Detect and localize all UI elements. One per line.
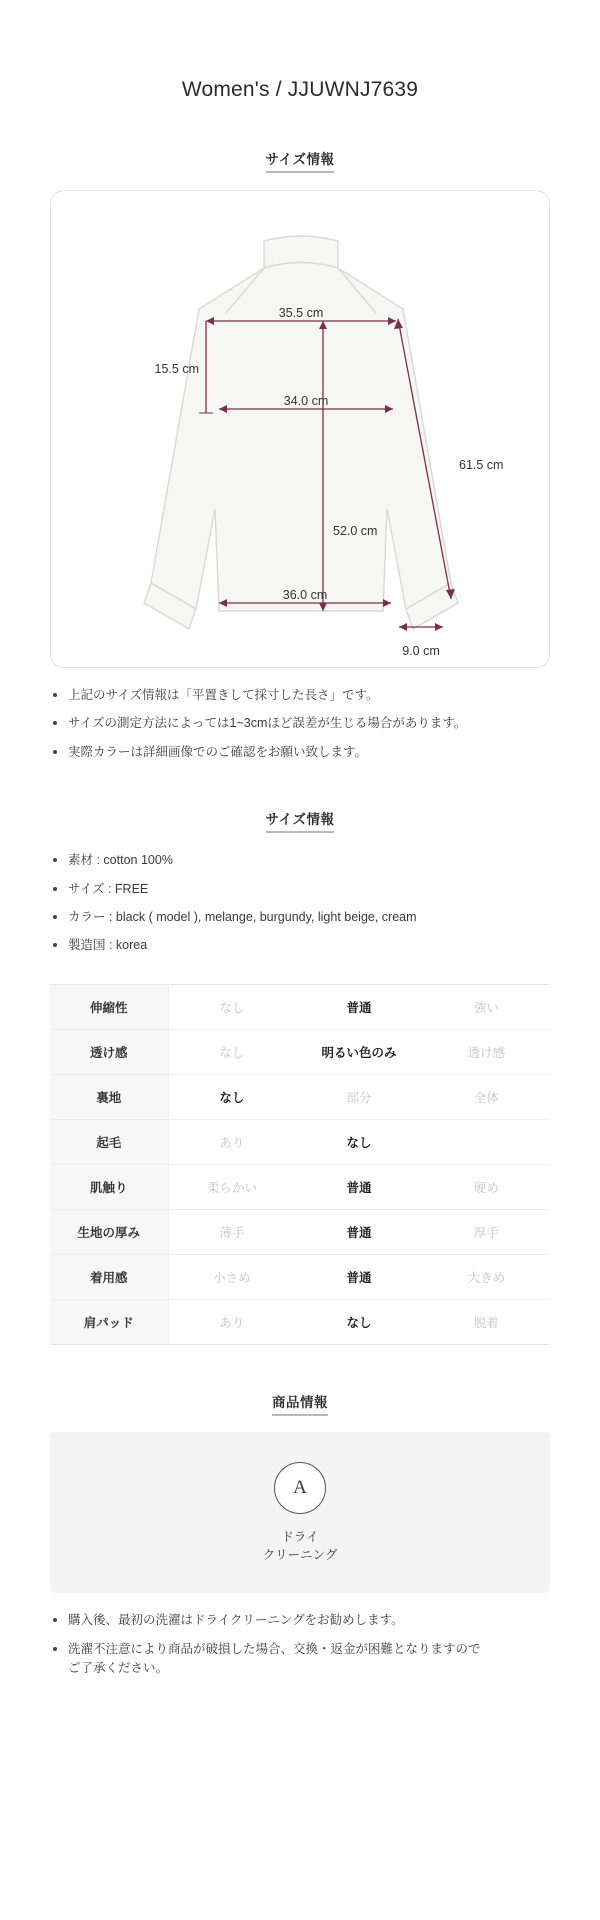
info-items-list	[50, 851, 550, 956]
table-row	[50, 1119, 550, 1164]
care-label	[50, 1528, 550, 1566]
list-item: サイズの測定方法によっては1~3cmほど誤差が生じる場合があります。	[50, 714, 550, 733]
table-row	[50, 1074, 550, 1119]
table-row	[50, 984, 550, 1029]
option-cell-selected: なし	[346, 1315, 372, 1330]
list-item: 素材 : cotton 100%	[50, 851, 550, 870]
option-cell-selected: なし	[346, 1135, 372, 1150]
row-label: 着用感	[50, 1254, 168, 1299]
garment-illustration	[144, 236, 458, 629]
option-cell: なし	[219, 1045, 245, 1060]
row-label: 透け感	[50, 1029, 168, 1074]
option-cell: 強い	[473, 1000, 499, 1015]
size-diagram	[50, 190, 550, 668]
label-cuff: 9.0 cm	[402, 644, 440, 658]
label-chest: 34.0 cm	[283, 394, 329, 408]
label-sleeve-opening-height: 15.5 cm	[154, 362, 199, 376]
table-row	[50, 1209, 550, 1254]
option-cell-selected: 普通	[346, 1270, 372, 1285]
care-note-line2: ご了承ください。	[68, 1660, 169, 1675]
label-sleeve-length: 61.5 cm	[459, 458, 504, 472]
option-cell: 薄手	[219, 1225, 245, 1240]
attributes-table	[50, 984, 550, 1345]
option-cell: あり	[219, 1135, 245, 1150]
option-cell: なし	[219, 1000, 245, 1015]
list-item: 購入後、最初の洗濯はドライクリーニングをお勧めします。	[50, 1611, 550, 1630]
option-cell: 脱着	[473, 1315, 499, 1330]
bottom-spacer	[50, 1687, 550, 1727]
option-cell: 部分	[346, 1090, 372, 1105]
option-cell-selected: 普通	[346, 1225, 372, 1240]
size-notes-list	[50, 686, 550, 762]
list-item: 製造国 : korea	[50, 936, 550, 955]
table-row	[50, 1299, 550, 1344]
row-label: 裏地	[50, 1074, 168, 1119]
care-label-line2: クリーニング	[262, 1548, 338, 1563]
info-section-heading	[50, 808, 550, 833]
row-label: 起毛	[50, 1119, 168, 1164]
option-cell: 大きめ	[467, 1270, 506, 1285]
option-cell: 柔らかい	[206, 1180, 257, 1195]
option-cell: 厚手	[473, 1225, 499, 1240]
label-shoulder: 35.5 cm	[278, 306, 324, 320]
option-cell-selected: 普通	[346, 1180, 372, 1195]
page-title: Women's / JJUWNJ7639	[181, 78, 419, 101]
size-section-heading	[50, 148, 550, 173]
label-total-length: 52.0 cm	[333, 524, 378, 538]
option-cell-selected: 明るい色のみ	[321, 1045, 397, 1060]
label-hem: 36.0 cm	[282, 588, 328, 602]
option-cell-selected: なし	[219, 1090, 245, 1105]
option-cell	[423, 1119, 550, 1164]
row-label: 肩パッド	[50, 1299, 168, 1344]
size-section-heading-text: サイズ情報	[266, 148, 335, 173]
table-row	[50, 1164, 550, 1209]
option-cell: あり	[219, 1315, 245, 1330]
care-section-heading	[50, 1391, 550, 1416]
care-instruction-box	[50, 1432, 550, 1594]
list-item: カラー : black ( model ), melange, burgundy, light beige, cream	[50, 908, 550, 927]
care-label-line1: ドライ	[281, 1529, 319, 1544]
list-item: 上記のサイズ情報は「平置きして採寸した長さ」です。	[50, 686, 550, 705]
option-cell-selected: 普通	[346, 1000, 372, 1015]
option-cell: 小さめ	[213, 1270, 251, 1285]
care-notes-list	[50, 1611, 550, 1678]
dry-cleaning-icon: A	[274, 1462, 326, 1514]
list-item	[50, 1640, 550, 1679]
option-cell: 全体	[473, 1090, 499, 1105]
care-section-heading-text: 商品情報	[272, 1391, 328, 1416]
care-note-line1: 洗濯不注意により商品が破損した場合、交換・返金が困難となりますので	[68, 1641, 481, 1656]
row-label: 生地の厚み	[50, 1209, 168, 1254]
info-section-heading-text: サイズ情報	[266, 808, 335, 833]
list-item: サイズ : FREE	[50, 880, 550, 899]
row-label: 伸縮性	[50, 984, 168, 1029]
option-cell: 透け感	[467, 1045, 506, 1060]
row-label: 肌触り	[50, 1164, 168, 1209]
list-item: 実際カラーは詳細画像でのご確認をお願い致します。	[50, 743, 550, 762]
option-cell: 硬め	[473, 1180, 499, 1195]
table-row	[50, 1254, 550, 1299]
table-row	[50, 1029, 550, 1074]
